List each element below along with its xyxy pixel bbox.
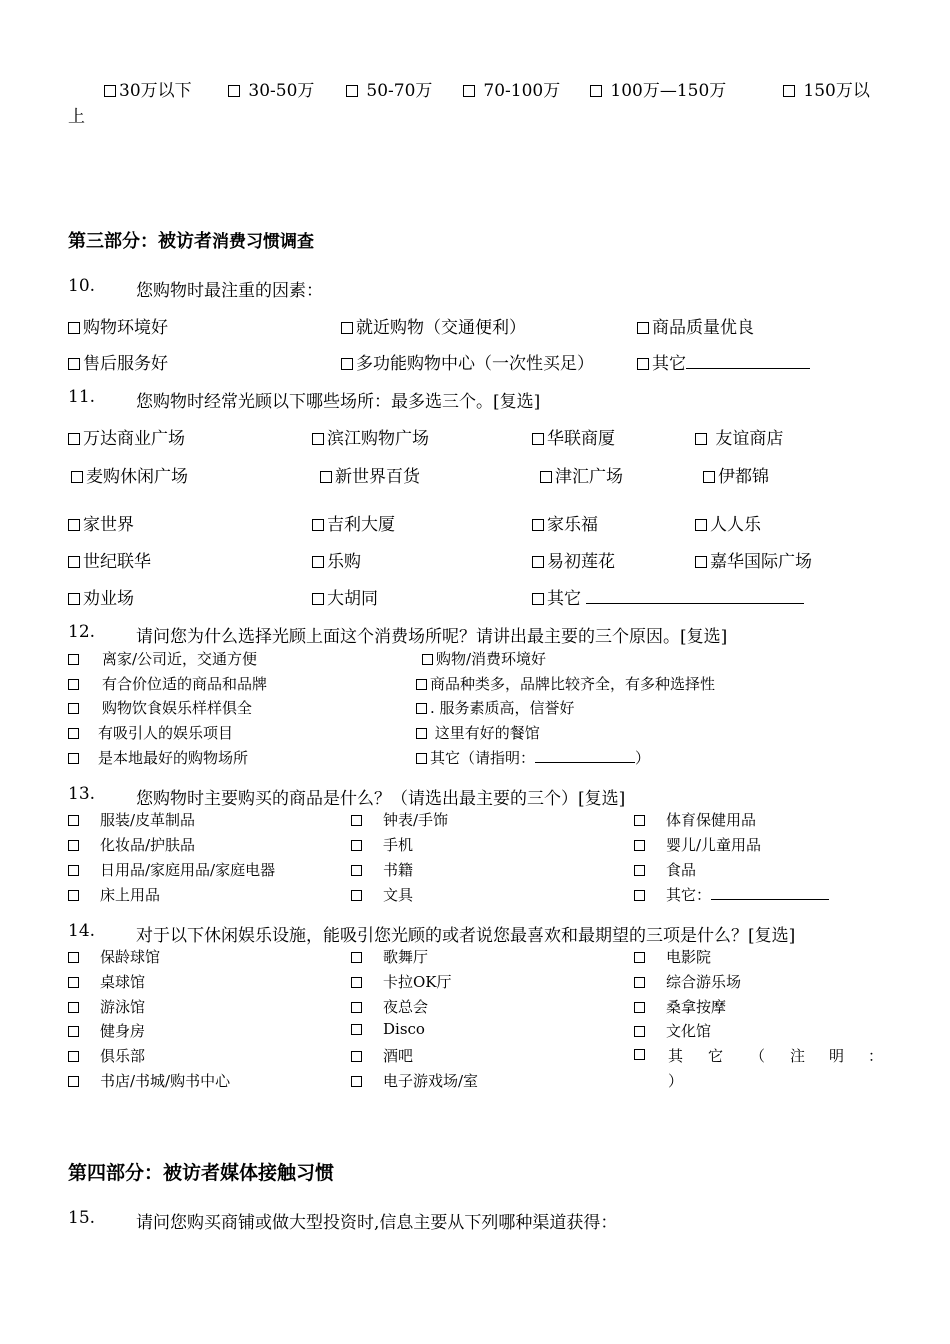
checkbox-icon[interactable] — [532, 519, 544, 531]
q14-option[interactable]: 歌舞厅 — [351, 946, 428, 967]
checkbox-icon[interactable] — [341, 358, 353, 370]
q10-option[interactable]: 购物环境好 — [68, 313, 168, 338]
section-title-part3: 第三部分：被访者消费习惯调查 — [68, 231, 314, 252]
q12-number: 12. — [68, 622, 96, 642]
q14-option[interactable]: 游泳馆 — [68, 996, 145, 1017]
checkbox-icon[interactable] — [540, 471, 552, 483]
checkbox-icon[interactable] — [703, 471, 715, 483]
checkbox-icon[interactable] — [351, 977, 362, 988]
q13-option[interactable]: 婴儿/儿童用品 — [634, 834, 761, 855]
checkbox-icon[interactable] — [71, 471, 83, 483]
income-option-5[interactable]: 100万—150万 — [590, 76, 726, 101]
checkbox-icon[interactable] — [351, 1002, 362, 1013]
q14-option[interactable]: 夜总会 — [351, 996, 428, 1017]
q13-other-blank[interactable] — [711, 899, 829, 900]
checkbox-icon[interactable] — [68, 433, 80, 445]
q11-option[interactable]: 家乐福 — [532, 510, 598, 535]
checkbox-icon[interactable] — [590, 85, 602, 97]
checkbox-icon[interactable] — [68, 1076, 79, 1087]
checkbox-icon[interactable] — [783, 85, 795, 97]
q10-text: 您购物时最注重的因素： — [136, 281, 323, 301]
q14-other-label: 其 — [668, 1047, 684, 1065]
q12-option[interactable]: 商品种类多，品牌比较齐全，有多种选择性 — [416, 673, 715, 694]
q10-option[interactable]: 商品质量优良 — [637, 313, 754, 338]
q11-option-other[interactable]: 其它 — [532, 584, 804, 609]
checkbox-icon[interactable] — [416, 703, 427, 714]
q12-option[interactable]: 有吸引人的娱乐项目 — [68, 722, 233, 743]
checkbox-icon[interactable] — [463, 85, 475, 97]
q11-option[interactable]: 华联商厦 — [532, 424, 615, 449]
checkbox-icon[interactable] — [634, 952, 645, 963]
q14-other-label: 明 — [829, 1047, 845, 1065]
checkbox-icon[interactable] — [637, 358, 649, 370]
checkbox-icon[interactable] — [416, 728, 427, 739]
checkbox-icon[interactable] — [68, 1002, 79, 1013]
checkbox-icon[interactable] — [532, 593, 544, 605]
checkbox-icon[interactable] — [695, 556, 707, 568]
q11-option[interactable]: 乐购 — [312, 547, 361, 572]
checkbox-icon[interactable] — [416, 679, 427, 690]
checkbox-icon[interactable] — [634, 840, 645, 851]
q14-text: 对于以下休闲娱乐设施，能吸引您光顾的或者说您最喜欢和最期望的三项是什么？[复选] — [136, 926, 796, 946]
checkbox-icon[interactable] — [68, 679, 79, 690]
q14-number: 14. — [68, 921, 96, 941]
q11-option[interactable]: 大胡同 — [312, 584, 378, 609]
q14-other-close: ） — [668, 1072, 684, 1090]
income-option-6[interactable]: 150万以 — [783, 76, 870, 101]
q14-option[interactable]: 文化馆 — [634, 1020, 711, 1041]
checkbox-icon[interactable] — [637, 322, 649, 334]
checkbox-icon[interactable] — [351, 1076, 362, 1087]
q11-option[interactable]: 滨江购物广场 — [312, 424, 429, 449]
checkbox-icon[interactable] — [68, 840, 79, 851]
checkbox-icon[interactable] — [68, 703, 79, 714]
q13-option[interactable]: 钟表/手饰 — [351, 809, 448, 830]
q14-option[interactable]: 酒吧 — [351, 1045, 413, 1066]
checkbox-icon[interactable] — [634, 977, 645, 988]
q12-option-other[interactable]: 其它（请指明： ） — [416, 747, 650, 768]
checkbox-icon[interactable] — [68, 322, 80, 334]
q14-option[interactable]: 桌球馆 — [68, 971, 145, 992]
checkbox-icon[interactable] — [351, 815, 362, 826]
checkbox-icon[interactable] — [351, 952, 362, 963]
checkbox-icon[interactable] — [68, 865, 79, 876]
checkbox-icon[interactable] — [351, 890, 362, 901]
q14-option[interactable]: 保龄球馆 — [68, 946, 160, 967]
q13-text: 您购物时主要购买的商品是什么？（请选出最主要的三个）[复选] — [136, 789, 626, 809]
q14-option[interactable]: 桑拿按摩 — [634, 996, 726, 1017]
q14-option[interactable]: 健身房 — [68, 1020, 145, 1041]
income-option-3[interactable]: 50-70万 — [346, 76, 432, 101]
q12-option[interactable]: 有合价位适的商品和品牌 — [68, 673, 267, 694]
q11-option[interactable]: 万达商业广场 — [68, 424, 185, 449]
checkbox-icon[interactable] — [68, 1026, 79, 1037]
checkbox-icon[interactable] — [68, 654, 79, 665]
q14-other-label: ： — [868, 1047, 884, 1065]
checkbox-icon[interactable] — [634, 815, 645, 826]
q13-option[interactable]: 手机 — [351, 834, 413, 855]
q11-option[interactable]: 麦购休闲广场 — [71, 462, 188, 487]
q11-option[interactable]: 易初莲花 — [532, 547, 615, 572]
q13-option[interactable]: 床上用品 — [68, 884, 160, 905]
q14-option[interactable]: 俱乐部 — [68, 1045, 145, 1066]
q12-option[interactable]: . 服务素质高，信誉好 — [416, 697, 575, 718]
checkbox-icon[interactable] — [351, 1024, 362, 1035]
q14-option[interactable]: 电影院 — [634, 946, 711, 967]
checkbox-icon[interactable] — [68, 977, 79, 988]
q10-option[interactable]: 多功能购物中心（一次性买足） — [341, 349, 594, 374]
q11-option[interactable]: 新世界百货 — [320, 462, 420, 487]
q12-other-blank[interactable] — [535, 762, 635, 763]
q14-option[interactable]: 电子游戏场/室 — [351, 1070, 478, 1091]
checkbox-icon[interactable] — [351, 840, 362, 851]
checkbox-icon[interactable] — [532, 433, 544, 445]
q11-option[interactable]: 吉利大厦 — [312, 510, 395, 535]
q12-option[interactable]: 是本地最好的购物场所 — [68, 747, 248, 768]
q11-option[interactable]: 津汇广场 — [540, 462, 623, 487]
q10-option-other[interactable]: 其它 — [637, 349, 810, 374]
income-wrap: 上 — [68, 107, 85, 127]
q11-option[interactable]: 伊都锦 — [703, 462, 769, 487]
income-option-4[interactable]: 70-100万 — [463, 76, 560, 101]
checkbox-icon[interactable] — [634, 1049, 645, 1060]
q13-option-other[interactable]: 其它： — [634, 884, 829, 905]
checkbox-icon[interactable] — [68, 519, 80, 531]
q13-option[interactable]: 书籍 — [351, 859, 413, 880]
checkbox-icon[interactable] — [634, 890, 645, 901]
q14-option[interactable]: 综合游乐场 — [634, 971, 741, 992]
checkbox-icon[interactable] — [68, 815, 79, 826]
checkbox-icon[interactable] — [695, 433, 707, 445]
checkbox-icon[interactable] — [422, 654, 433, 665]
checkbox-icon[interactable] — [416, 753, 427, 764]
checkbox-icon[interactable] — [68, 890, 79, 901]
q11-option[interactable]: 劝业场 — [68, 584, 134, 609]
q13-number: 13. — [68, 784, 96, 804]
q13-option[interactable]: 服装/皮革制品 — [68, 809, 195, 830]
q11-number: 11. — [68, 387, 96, 407]
q11-option[interactable]: 嘉华国际广场 — [695, 547, 812, 572]
q10-option[interactable]: 就近购物（交通便利） — [341, 313, 526, 338]
q13-option[interactable]: 食品 — [634, 859, 696, 880]
checkbox-icon[interactable] — [312, 519, 324, 531]
checkbox-icon[interactable] — [341, 322, 353, 334]
q11-text: 您购物时经常光顾以下哪些场所：最多选三个。[复选] — [136, 392, 541, 412]
q11-option[interactable]: 人人乐 — [695, 510, 761, 535]
section-title-part4: 第四部分：被访者媒体接触习惯 — [68, 1162, 335, 1184]
q11-option[interactable]: 世纪联华 — [68, 547, 151, 572]
q12-option[interactable]: 购物饮食娱乐样样俱全 — [68, 697, 252, 718]
income-option-1[interactable]: 30万以下 — [104, 76, 192, 101]
checkbox-icon[interactable] — [320, 471, 332, 483]
q14-other-label: 它 — [708, 1047, 724, 1065]
q14-option[interactable]: 书店/书城/购书中心 — [68, 1070, 230, 1091]
checkbox-icon[interactable] — [68, 1051, 79, 1062]
q10-option[interactable]: 售后服务好 — [68, 349, 168, 374]
q11-option[interactable]: 家世界 — [68, 510, 134, 535]
checkbox-icon[interactable] — [351, 865, 362, 876]
q12-option[interactable]: 离家/公司近，交通方便 — [68, 648, 257, 669]
checkbox-icon[interactable] — [695, 519, 707, 531]
checkbox-icon[interactable] — [68, 952, 79, 963]
checkbox-icon[interactable] — [68, 358, 80, 370]
checkbox-icon[interactable] — [351, 1051, 362, 1062]
checkbox-icon[interactable] — [634, 1002, 645, 1013]
q14-other-label: （ — [750, 1047, 766, 1065]
checkbox-icon[interactable] — [532, 556, 544, 568]
q14-option[interactable]: Disco — [351, 1020, 425, 1038]
checkbox-icon[interactable] — [68, 593, 80, 605]
q12-text: 请问您为什么选择光顾上面这个消费场所呢？请讲出最主要的三个原因。[复选] — [136, 627, 728, 647]
q13-option[interactable]: 化妆品/护肤品 — [68, 834, 195, 855]
checkbox-icon[interactable] — [312, 433, 324, 445]
q13-option[interactable]: 日用品/家庭用品/家庭电器 — [68, 859, 275, 880]
q13-option[interactable]: 体育保健用品 — [634, 809, 756, 830]
checkbox-icon[interactable] — [312, 556, 324, 568]
checkbox-icon[interactable] — [634, 865, 645, 876]
income-option-2[interactable]: 30-50万 — [228, 76, 314, 101]
checkbox-icon[interactable] — [104, 85, 116, 97]
q14-option[interactable]: 卡拉OK厅 — [351, 971, 452, 992]
q13-option[interactable]: 文具 — [351, 884, 413, 905]
q10-other-blank[interactable] — [686, 368, 810, 369]
checkbox-icon[interactable] — [312, 593, 324, 605]
q14-option-other[interactable] — [634, 1045, 648, 1063]
q15-number: 15. — [68, 1208, 96, 1228]
checkbox-icon[interactable] — [634, 1026, 645, 1037]
checkbox-icon[interactable] — [346, 85, 358, 97]
q12-option[interactable]: 购物/消费环境好 — [422, 648, 546, 669]
checkbox-icon[interactable] — [68, 753, 79, 764]
q10-number: 10. — [68, 276, 96, 296]
checkbox-icon[interactable] — [68, 556, 80, 568]
q15-text: 请问您购买商铺或做大型投资时,信息主要从下列哪种渠道获得： — [136, 1213, 618, 1233]
checkbox-icon[interactable] — [228, 85, 240, 97]
q11-other-blank[interactable] — [586, 603, 804, 604]
checkbox-icon[interactable] — [68, 728, 79, 739]
q12-option[interactable]: 这里有好的餐馆 — [416, 722, 540, 743]
q11-option[interactable]: 友谊商店 — [695, 424, 783, 449]
q14-other-label: 注 — [790, 1047, 806, 1065]
